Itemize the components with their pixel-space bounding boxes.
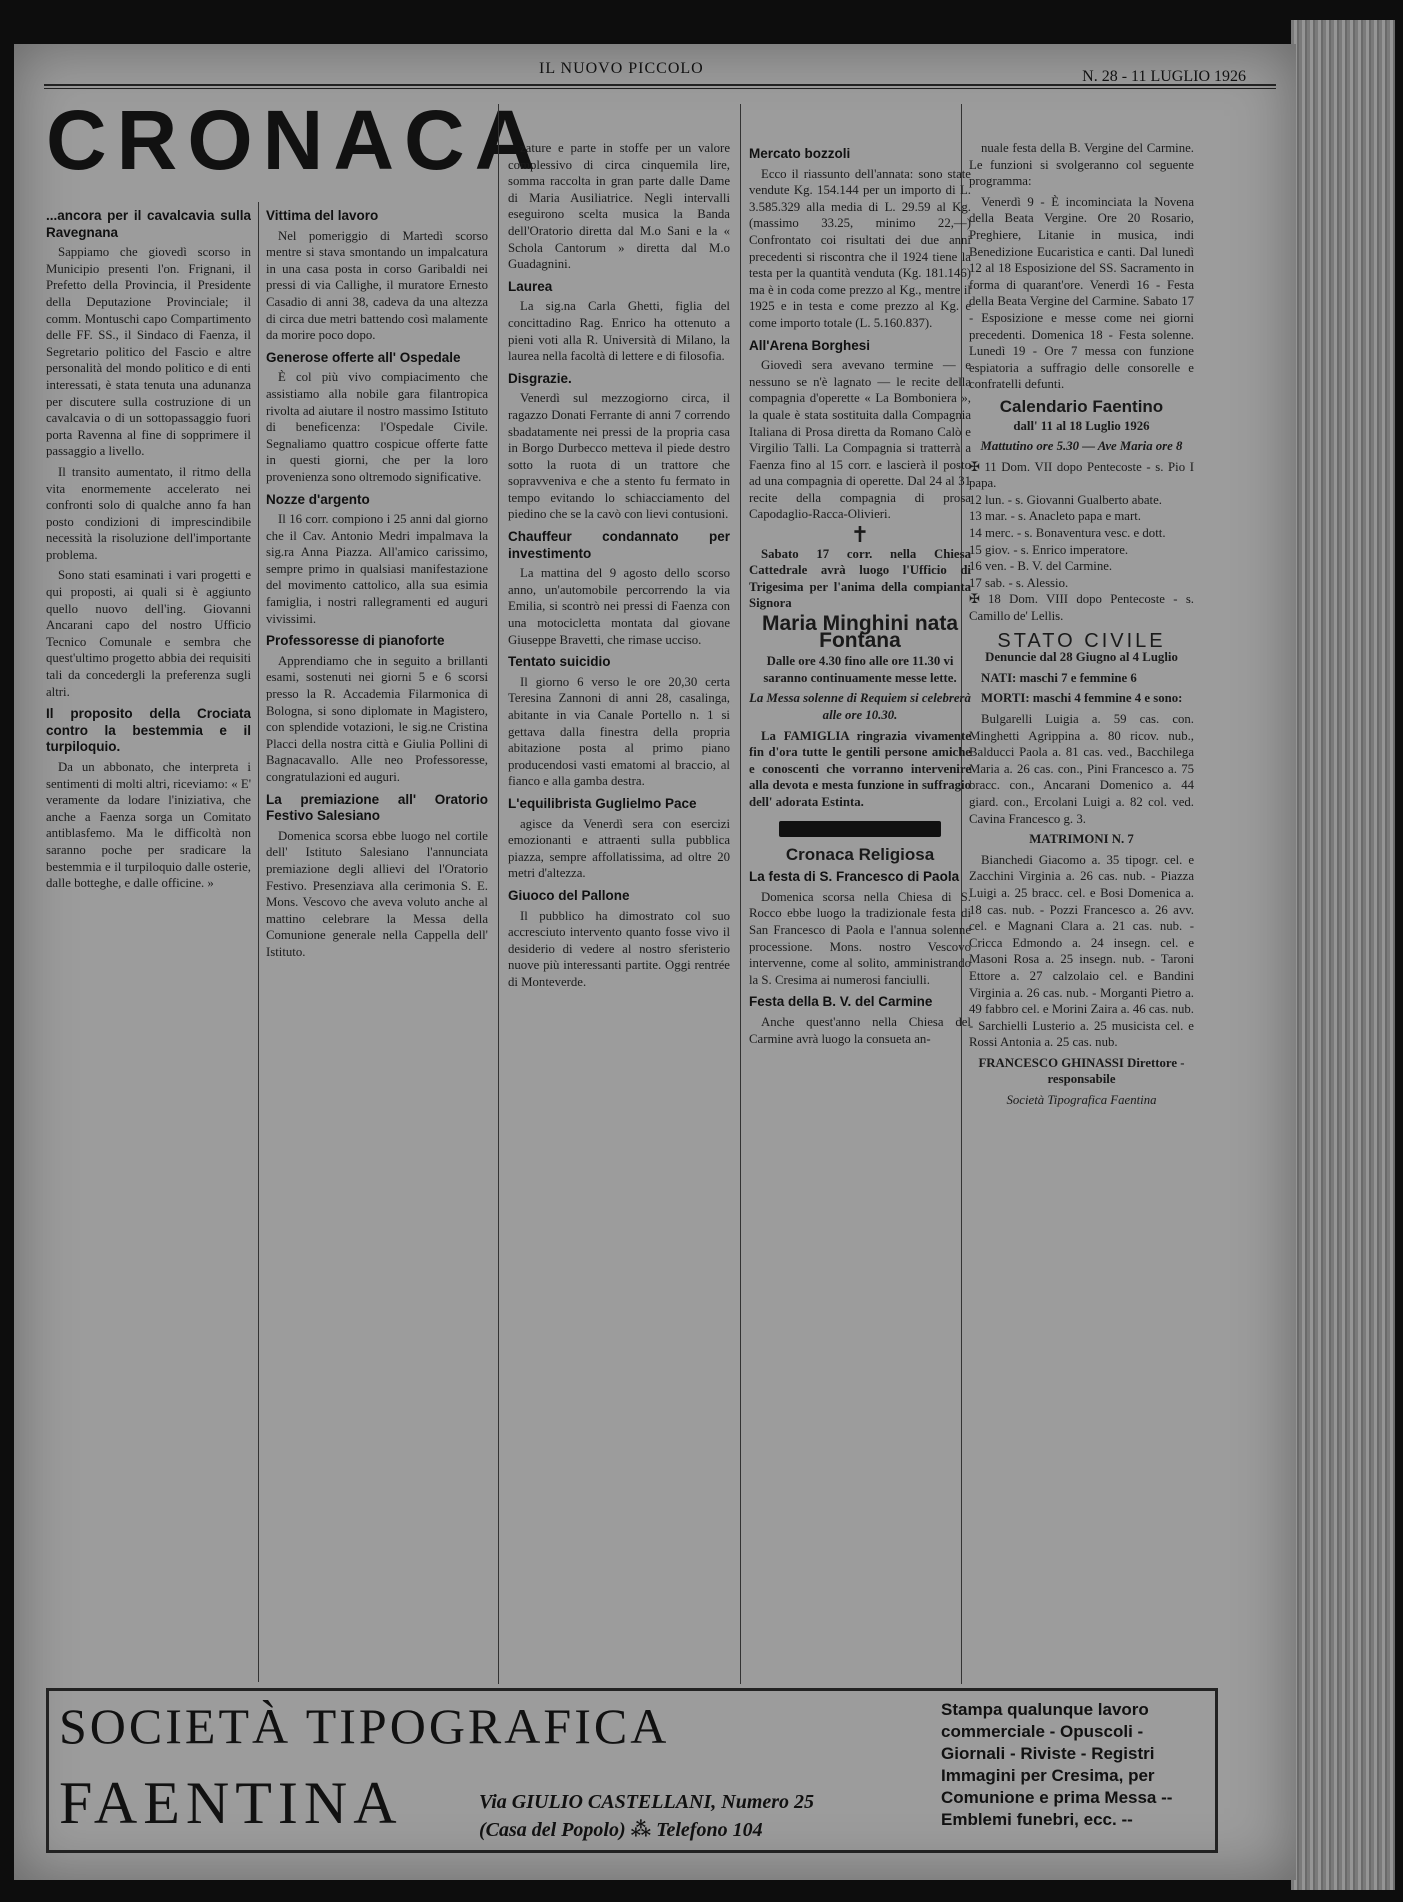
newspaper-page <box>14 44 1296 1880</box>
article-heading: All'Arena Borghesi <box>749 337 870 353</box>
article-heading: L'equilibrista Guglielmo Pace <box>508 795 697 811</box>
column-4 <box>749 140 971 1680</box>
calendario-item: 15 giov. - s. Enrico imperatore. <box>969 542 1129 557</box>
article-heading: Nozze d'argento <box>266 491 370 507</box>
calendario-title: Calendario Faentino <box>999 396 1164 416</box>
article-text: agisce da Venerdì sera con esercizi emozionanti e attraenti sulla pubblica piazza, sempre affollatissima, ad oltre 20 metri d'altezza. <box>508 816 730 881</box>
column-5 <box>969 140 1194 1680</box>
funeral-thanks: La FAMIGLIA ringrazia vivamente fin d'ora tutte le gentili persone amiche e conoscenti che vorranno intervenire alla devota e mesta funzione in suffragio dell' adorata Estinta. <box>749 728 971 809</box>
ad-phone: (Casa del Popolo) ⁂ Telefono 104 <box>479 1819 763 1841</box>
book-binding <box>1291 20 1395 1890</box>
article-heading: Disgrazie. <box>508 370 572 386</box>
calendario-item: ✠ 11 Dom. VII dopo Pentecoste - s. Pio I papa. <box>969 459 1194 491</box>
column-divider <box>258 202 259 1682</box>
funeral-intro: Sabato 17 corr. nella Chiesa Cattedrale avrà luogo l'Ufficio di Trigesima per l'anima della compianta Signora <box>749 546 971 611</box>
morti-list: Bulgarelli Luigia a. 59 cas. con. Minghetti Agrippina a. 80 ricov. nub., Balducci Paola a. 81 cas. ved., Bacchilega Maria a. 26 cas. con., Pini Francesco a. 75 bracc. con., Ancarani Domenico a. 44 giard. con., Ercolani Luigi a. 82 col. ved. Cavina Francesco g. 3. <box>969 712 1194 826</box>
article-text: Venerdì sul mezzogiorno circa, il ragazzo Donati Ferrante di anni 7 correndo sbadatamente nei pressi de la propria casa in Borgo Durbecco metteva il piede destro sotto la ruota di un trattore che sopravveniva e che a stento fu fermato in tempo evitando lo schiacciamento del piedino che se la cavò con lievi contusioni. <box>508 391 730 522</box>
article-heading: La premiazione all' Oratorio Festivo Salesiano <box>266 791 488 824</box>
carmine-intro: nuale festa della B. Vergine del Carmine. Le funzioni si svolgeranno col seguente programma: <box>969 141 1194 189</box>
article-text: Giovedì sera avevano termine — e nessuno se n'è lagnato — le recite della compagnia d'operette « La Bomboniera », la quale è stata sostituita dalla Compagnia Italiana di Prosa diretta da Romano Calò e Virgilio Talli. La Compagnia si tratterrà a Faenza fino al 15 corr. e lascierà il posto ad una compagnia di operette. Dal 24 al 31 recite della compagnia di prosa Capodaglio-Racca-Olivieri. <box>749 358 971 522</box>
calendario-item: ✠ 18 Dom. VIII dopo Pentecoste - s. Camillo de' Lellis. <box>969 592 1194 624</box>
article-text: Nel pomeriggio di Martedì scorso mentre si stava smontando un impalcatura in una casa posta in corso Garibaldi nei pressi di via Callighe, il muratore Ernesto Casadio di anni 38, cadeva da una altezza di circa due metri battendo così malamente da morire poco dopo. <box>266 228 488 343</box>
mourning-bar <box>779 821 941 837</box>
article-text: Sappiamo che giovedì scorso in Municipio presenti l'on. Frignani, il Prefetto della Provincia, il Presidente della Deputazione Provinciale; il comm. Montuschi capo Compartimento delle FF. SS., il Sindaco di Faenza, il Segretario politico del Fascio e altre personalità del mondo politico e di enti interessati, è stata tenuta una adunanza per discutere sulla costruzione di un cavalcavia o di un sottopassaggio fuori porta Ravenna al fine di sopprimere il passaggio a livello. <box>46 245 251 459</box>
article-text: Il 16 corr. compiono i 25 anni dal giorno che il Cav. Antonio Medri impalmava la sig.ra Anna Piazza. All'amico carissimo, sempre primo in qualsiasi manifestazione del movimento cattolico, alla sua esimia famiglia, i nostri rallegramenti ed auguri vivissimi. <box>266 512 488 626</box>
article-text: La mattina del 9 agosto dello scorso anno, un'automobile percorrendo la via Emilia, si scontrò nei pressi di Faenza con una motocicletta montata dal giovane Giuseppe Bravetti, che rimase ucciso. <box>508 566 730 647</box>
ad-services: Stampa qualunque lavoro commerciale - Opuscoli - Giornali - Riviste - Registri Immagini per Cresima, per Comunione e prima Messa -- Emblemi funebri, ecc. -- <box>941 1700 1173 1829</box>
article-heading: Il proposito della Crociata contro la bestemmia e il turpiloquio. <box>46 706 251 755</box>
morti-count: MORTI: maschi 4 femmine 4 e sono: <box>981 691 1183 706</box>
header-rule <box>44 84 1276 86</box>
ad-title-line2: FAENTINA <box>59 1770 403 1836</box>
article-text: zature e parte in stoffe per un valore complessivo di circa cinquemila lire, somma raccolta in gran parte dalle Dame di Maria Ausiliatrice. Negli intervalli eseguirono scelta musica la Banda dell'Oratorio diretta dal M.o Sani e la « Schola Cantorum » diretta dal M.o Guadagnini. <box>508 141 730 272</box>
advertisement-box <box>46 1688 1218 1853</box>
header-rule-thin <box>44 88 1276 89</box>
column-1 <box>46 202 251 1682</box>
stato-civile-title: STATO CIVILE <box>997 629 1166 652</box>
religiosa-text: Domenica scorsa nella Chiesa di S. Rocco ebbe luogo la tradizionale festa di San Francesco di Paola e l'annua solenne processione. Mons. nostro Vescovo intervenne, come al solito, amministrando la S. Cresima ai numerosi fanciulli. <box>749 889 971 987</box>
article-heading: ...ancora per il cavalcavia sulla Ravegnana <box>46 208 251 240</box>
calendario-item: 14 merc. - s. Bonaventura vesc. e dott. <box>969 526 1166 541</box>
article-text: Apprendiamo che in seguito a brillanti esami, sostenuti nei giorni 5 e 6 scorsi presso la R. Accademia Filarmonica di Bologna, si sono diplomate in Magistero, con splendide votazioni, le sig.ne Cristina Placci della nostra città e Giulia Pollini di Bagnacavallo. Alle neo Professoresse, congratulazioni ed auguri. <box>266 653 488 784</box>
article-text: Domenica scorsa ebbe luogo nel cortile dell' Istituto Salesiano l'annunciata premiazione degli allievi del l'Oratorio Festivo. Presenziava alla cerimonia S. E. Mons. Vescovo che aveva voluto anche al mattino celebrare la Messa della Comunione generale nella Cappella dell' Istituto. <box>266 828 488 959</box>
calendario-subtitle: dall' 11 al 18 Luglio 1926 <box>1013 418 1150 433</box>
issue-number: N. 28 - 11 LUGLIO 1926 <box>1082 68 1246 85</box>
matrimoni-count: MATRIMONI N. 7 <box>1029 832 1134 847</box>
religiosa-title: Cronaca Religiosa <box>785 844 935 864</box>
carmine-text: Anche quest'anno nella Chiesa del Carmine avrà luogo la consueta an- <box>749 1014 971 1046</box>
ad-address: Via GIULIO CASTELLANI, Numero 25 <box>479 1791 815 1813</box>
stato-civile-subtitle: Denuncie dal 28 Giugno al 4 Luglio <box>985 650 1178 665</box>
column-divider <box>740 104 741 1684</box>
page-header <box>34 48 1286 85</box>
article-heading: Professoresse di pianoforte <box>266 633 445 649</box>
calendario-item: 17 sab. - s. Alessio. <box>969 575 1069 590</box>
article-heading: Giuoco del Pallone <box>508 887 630 903</box>
article-text: Il pubblico ha dimostrato col suo accresciuto intervento quanto fosse vivo il desiderio di vedere al nostro sferisterio nuove più interessanti partite. Oggi rentrée di Monteverde. <box>508 908 730 989</box>
cross-symbol: ✝ <box>850 522 870 548</box>
article-heading: Mercato bozzoli <box>749 146 851 161</box>
funeral-text: Dalle ore 4.30 fino alle ore 11.30 vi saranno continuamente messe lette. <box>763 654 957 685</box>
calendario-list <box>969 459 1194 625</box>
paper-name: IL NUOVO PICCOLO <box>539 60 704 77</box>
article-text: Ecco il riassunto dell'annata: sono state vendute Kg. 154.144 per un importo di L. 3.585.329 alla media di L. 29.59 al Kg. (massimo 33.25, minimo 22,—) Confrontato coi risultati dei due anni precedenti si riscontra che il 1924 tiene la testa per la quantità venduta (Kg. 181.146) ma è in coda come prezzo al Kg., mentre il 1925 e in testa e come prezzo al Kg. e come importo totale (L. 5.160.837). <box>749 166 971 330</box>
article-text: Da un abbonato, che interpreta i sentimenti di molti altri, riceviamo: « E' veramente da lodare l'iniziativa, che anche a Faenza sorga un Comitato antiblasfemo. Ma le difficoltà non saranno poche per sradicare la bestemmia e il turpiloquio dalle osterie, dalle botteghe, e dalle officine. » <box>46 760 251 891</box>
article-heading: Vittima del lavoro <box>266 208 379 223</box>
direttore-line: FRANCESCO GHINASSI Direttore - responsabile <box>978 1055 1185 1087</box>
tipografia-line: Società Tipografica Faentina <box>1006 1093 1157 1108</box>
column-divider <box>498 104 499 1684</box>
calendario-times: Mattutino ore 5.30 — Ave Maria ore 8 <box>980 439 1183 454</box>
article-text: Sono stati esaminati i vari progetti e qui proposti, ai quali si è aggiunto quello nuovo dell'ing. Giovanni Ancarani capo del nostro Ufficio Tecnico Comunale e sembra che quest'ultimo progetto abbia dei requisiti tali da concedergli la preferenza sugli altri. <box>46 568 251 699</box>
matrimoni-list: Bianchedi Giacomo a. 35 tipogr. cel. e Zacchini Virginia a. 26 cas. nub. - Piazza Luigi a. 25 bracc. cel. e Bosi Domenica a. 18 cas. nub. - Pozzi Francesco a. 26 avv. cel. e Magnani Clara a. 21 cas. nub. - Cricca Edmondo a. 24 insegn. cel. e Masoni Rosa a. 25 insegn. nub. - Taroni Ettore a. 27 calzolaio cel. e Bandini Virginia a. 26 cas. nub. - Morganti Pietro a. 49 fabbro cel. e Morini Zaira a. 46 cas. nub. - Sarchielli Lusterio a. 25 musicista cel. e Rossi Antonia a. 25 cas. nub. <box>969 852 1194 1050</box>
article-heading: Tentato suicidio <box>508 654 611 670</box>
column-3 <box>508 140 730 1680</box>
article-text: La sig.na Carla Ghetti, figlia del concittadino Rag. Enrico ha ottenuto a pieni voti alla R. Università di Milano, la laurea nella facoltà di lettere e di filosofia. <box>508 299 730 364</box>
section-masthead: CRONACA <box>46 93 546 187</box>
funeral-requiem: La Messa solenne di Requiem si celebrerà alle ore 10.30. <box>749 691 971 722</box>
article-heading: Chauffeur condannato per investimento <box>508 529 730 561</box>
article-heading: Laurea <box>508 278 553 294</box>
calendario-item: 12 lun. - s. Giovanni Gualberto abate. <box>969 492 1162 507</box>
article-text: È col più vivo compiacimento che assistiamo alla nobile gara filantropica rivolta ad aiutare il nostro massimo Istituto di beneficenza: l'Ospedale Civile. Segnaliamo quattro cospicue offerte fatte in questi giorni, che per la loro provenienza sono oltremodo significative. <box>266 370 488 484</box>
funeral-name: Maria Minghini nata Fontana <box>761 612 958 652</box>
article-text: Il transito aumentato, il ritmo della vita enormemente accelerato nei confronti solo di qualche anno fa han posto condizioni di imprescindibile necessità la risoluzione dell'importante problema. <box>46 464 251 562</box>
article-text: Il giorno 6 verso le ore 20,30 certa Teresina Zannoni di anni 28, casalinga, abitante in via Canale Portello n. 1 si gettava dalla finestra della propria abitazione posta al primo piano producendosi vasti ematomi al braccio, al fianco e alla gamba destra. <box>508 674 730 789</box>
column-2 <box>266 202 488 1682</box>
article-heading: Generose offerte all' Ospedale <box>266 349 461 365</box>
carmine-program: Venerdì 9 - È incominciata la Novena della Beata Vergine. Ore 20 Rosario, Preghiere, Litanie in musica, indi Benedizione Eucaristica e canti. Dal lunedì 12 al 18 Esposizione del SS. Sacramento in forma di quarant'ore. Venerdì 16 - Festa della Beata Vergine del Carmine. Sabato 17 - Esposizione e messe come nei giorni precedenti. Domenica 18 - Festa solenne. Lunedì 19 - Ore 7 messa con funzione espiatoria a suffragio delle consorelle e confratelli defunti. <box>969 194 1194 392</box>
calendario-item: 13 mar. - s. Anacleto papa e mart. <box>969 509 1141 524</box>
ad-title-line1: SOCIETÀ TIPOGRAFICA <box>59 1698 670 1754</box>
religiosa-heading: La festa di S. Francesco di Paola <box>749 869 960 885</box>
calendario-item: 16 ven. - B. V. del Carmine. <box>969 559 1113 574</box>
carmine-heading: Festa della B. V. del Carmine <box>749 994 933 1010</box>
nati-count: NATI: maschi 7 e femmine 6 <box>981 670 1137 685</box>
